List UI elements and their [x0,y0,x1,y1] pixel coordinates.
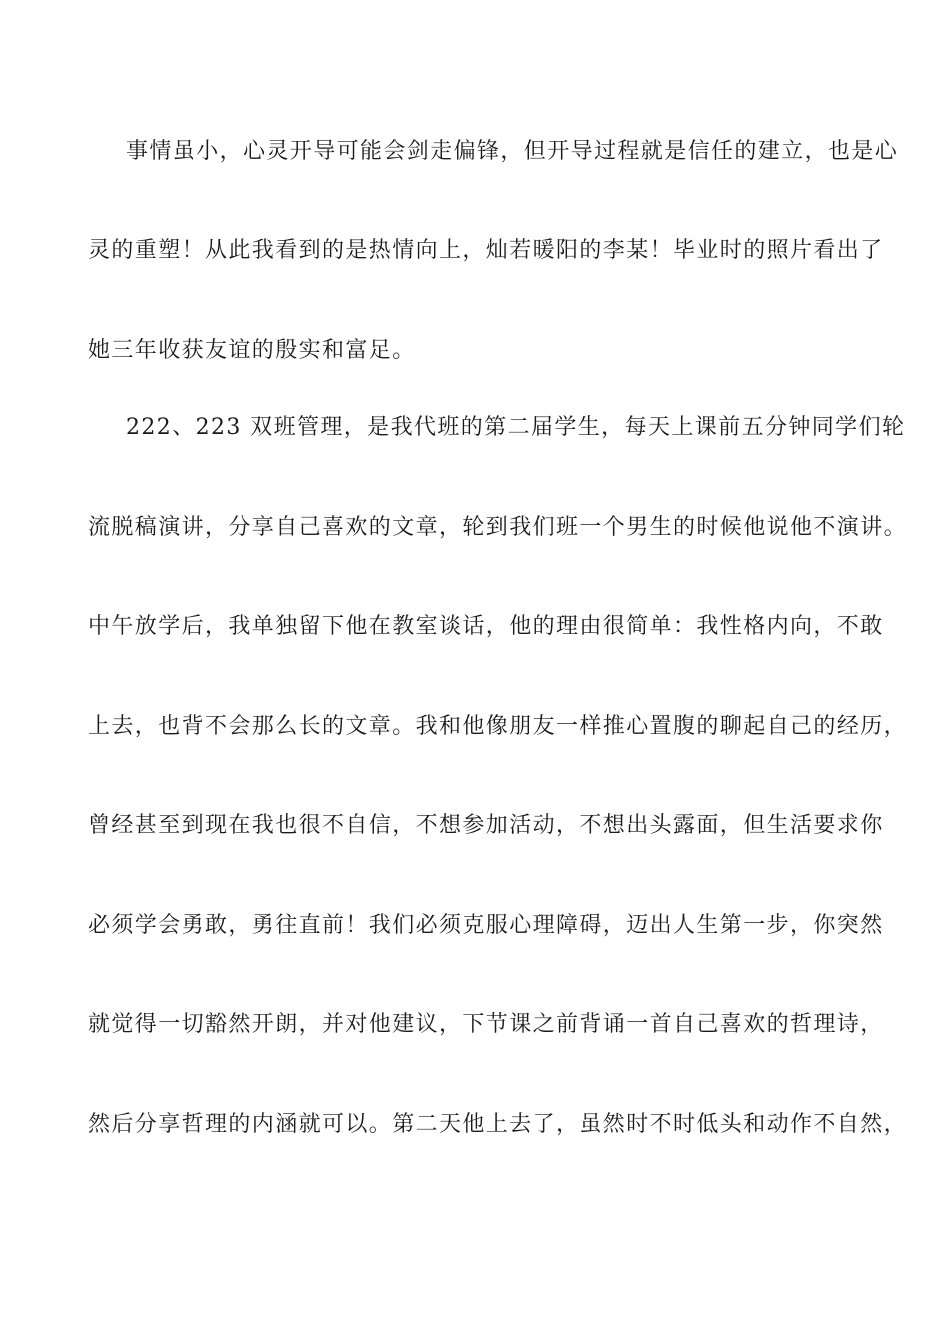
text-line: 上去，也背不会那么长的文章。我和他像朋友一样推心置腹的聊起自己的经历， [88,714,908,739]
text-line: 222、223 双班管理，是我代班的第二届学生，每天上课前五分钟同学们轮 [126,415,906,440]
text-line: 就觉得一切豁然开朗，并对他建议，下节课之前背诵一首自己喜欢的哲理诗， [88,1012,884,1037]
text-line: 她三年收获友谊的殷实和富足。 [88,338,416,363]
text-line: 流脱稿演讲，分享自己喜欢的文章，轮到我们班一个男生的时候他说他不演讲。 [88,515,908,540]
text-line: 灵的重塑！从此我看到的是热情向上，灿若暖阳的李某！毕业时的照片看出了 [88,238,884,263]
text-line: 然后分享哲理的内涵就可以。第二天他上去了，虽然时不时低头和动作不自然， [88,1112,908,1137]
text-line: 中午放学后，我单独留下他在教室谈话，他的理由很简单：我性格内向，不敢 [88,614,884,639]
text-line: 曾经甚至到现在我也很不自信，不想参加活动，不想出头露面，但生活要求你 [88,813,884,838]
text-line: 事情虽小，心灵开导可能会剑走偏锋，但开导过程就是信任的建立，也是心 [126,139,899,164]
text-line: 必须学会勇敢，勇往直前！我们必须克服心理障碍，迈出人生第一步，你突然 [88,913,884,938]
